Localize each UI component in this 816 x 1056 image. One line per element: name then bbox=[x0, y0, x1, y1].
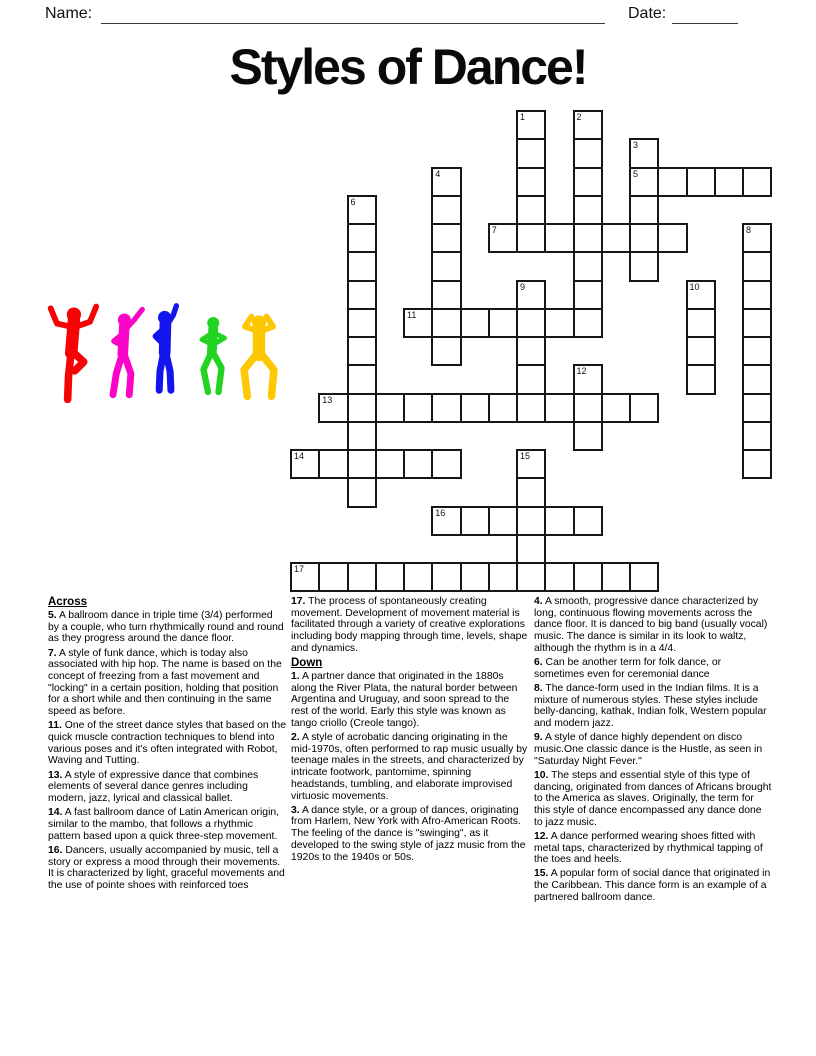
clue-number: 10. bbox=[534, 769, 549, 781]
blue-dancer-silhouette bbox=[142, 293, 192, 403]
grid-cell bbox=[403, 449, 433, 479]
grid-cell bbox=[516, 223, 546, 253]
grid-cell bbox=[431, 336, 461, 366]
grid-cell bbox=[742, 280, 772, 310]
clues-column-left bbox=[48, 596, 286, 894]
grid-cell bbox=[573, 421, 603, 451]
grid-cell bbox=[347, 195, 377, 225]
grid-cell bbox=[601, 393, 631, 423]
grid-cell bbox=[318, 449, 348, 479]
date-blank-line bbox=[672, 6, 738, 24]
cell-number: 2 bbox=[576, 112, 582, 122]
grid-cell bbox=[516, 138, 546, 168]
cell-number: 5 bbox=[633, 168, 639, 179]
grid-cell bbox=[742, 336, 772, 366]
grid-cell bbox=[488, 506, 518, 536]
grid-cell bbox=[657, 223, 687, 253]
grid-cell bbox=[516, 562, 546, 592]
grid-cell bbox=[629, 562, 659, 592]
clue-number: 7. bbox=[48, 647, 57, 659]
grid-cell bbox=[516, 364, 546, 394]
grid-cell bbox=[403, 393, 433, 423]
grid-cell bbox=[431, 195, 461, 225]
cell-number: 11 bbox=[407, 309, 417, 320]
grid-cell bbox=[544, 308, 574, 338]
grid-cell bbox=[686, 308, 716, 338]
grid-cell bbox=[516, 506, 546, 536]
grid-cell bbox=[742, 167, 772, 197]
grid-cell bbox=[686, 167, 716, 197]
grid-cell bbox=[290, 562, 320, 592]
grid-cell bbox=[742, 364, 772, 394]
grid-cell bbox=[347, 308, 377, 338]
grid-cell bbox=[460, 562, 490, 592]
grid-cell bbox=[318, 562, 348, 592]
grid-cell bbox=[347, 421, 377, 451]
grid-cell bbox=[516, 195, 546, 225]
grid-cell bbox=[516, 534, 546, 564]
clue-number: 1. bbox=[291, 671, 300, 683]
grid-cell bbox=[347, 364, 377, 394]
clues-column-right bbox=[534, 596, 772, 906]
grid-cell bbox=[516, 336, 546, 366]
grid-cell bbox=[573, 110, 603, 140]
date-label: Date: bbox=[628, 5, 667, 22]
grid-cell bbox=[347, 336, 377, 366]
grid-cell bbox=[431, 223, 461, 253]
cell-number: 15 bbox=[520, 451, 531, 461]
clue-number: 11. bbox=[48, 720, 62, 732]
clue: 12. A dance performed wearing shoes fitted with metal taps, characterized by rhythmical tapping of the toes and heels. bbox=[534, 830, 763, 866]
grid-cell bbox=[544, 562, 574, 592]
grid-cell bbox=[347, 477, 377, 507]
grid-cell bbox=[629, 251, 659, 281]
clue: 8. The dance-form used in the Indian films. It is a mixture of numerous styles. These styles include belly-dancing, kathak, Indian folk, Western popular and modern jazz. bbox=[534, 682, 767, 730]
grid-cell bbox=[347, 280, 377, 310]
grid-cell bbox=[347, 223, 377, 253]
grid-cell bbox=[629, 223, 659, 253]
grid-cell bbox=[742, 223, 772, 253]
grid-cell bbox=[431, 167, 461, 197]
grid-cell bbox=[375, 562, 405, 592]
grid-cell bbox=[544, 506, 574, 536]
grid-cell bbox=[488, 393, 518, 423]
grid-cell bbox=[686, 364, 716, 394]
grid-cell bbox=[516, 449, 546, 479]
grid-cell bbox=[629, 195, 659, 225]
grid-cell bbox=[573, 562, 603, 592]
clue-number: 15. bbox=[534, 868, 549, 880]
clue-number: 16. bbox=[48, 844, 63, 856]
clue-number: 3. bbox=[291, 804, 300, 816]
grid-cell bbox=[573, 393, 603, 423]
green-dancer-silhouette bbox=[190, 306, 238, 403]
grid-cell bbox=[629, 138, 659, 168]
grid-cell bbox=[431, 308, 461, 338]
grid-cell bbox=[573, 251, 603, 281]
cell-number: 14 bbox=[294, 451, 305, 461]
clue: 17. The process of spontaneously creating movement. Development of movement material is facilitated through a variety of creative explorations including body mapping through time, levels, shape and dynamics. bbox=[291, 596, 528, 654]
page-title: Styles of Dance! bbox=[229, 39, 587, 95]
grid-cell bbox=[460, 393, 490, 423]
grid-cell bbox=[686, 336, 716, 366]
clue: 1. A partner dance that originated in the 1880s along the River Plata, the natural border between Argentina and Uruguay, and soon spread to the rest of the world. Early this style was known as tango criollo (Creole tango). bbox=[291, 671, 518, 729]
clue-number: 9. bbox=[534, 732, 543, 744]
clue: 7. A style of funk dance, which is today also associated with hip hop. The name is based on the concept of freezing from a fast movement and "locking" in a certain position, holding that position for a short while and then continuing in the same speed as before. bbox=[48, 647, 282, 718]
grid-cell bbox=[431, 449, 461, 479]
grid-cell bbox=[516, 393, 546, 423]
grid-cell bbox=[516, 477, 546, 507]
grid-cell bbox=[686, 280, 716, 310]
grid-cell bbox=[347, 393, 377, 423]
clue-number: 17. bbox=[291, 596, 306, 607]
name-label: Name: bbox=[45, 5, 93, 22]
clue: 15. A popular form of social dance that originated in the Caribbean. This dance form is an example of a partnered ballroom dance. bbox=[534, 868, 771, 903]
red-dancer-silhouette bbox=[40, 303, 106, 403]
clue-number: 8. bbox=[534, 682, 543, 694]
grid-cell bbox=[657, 167, 687, 197]
grid-cell bbox=[488, 223, 518, 253]
grid-cell bbox=[573, 506, 603, 536]
grid-cell bbox=[573, 308, 603, 338]
crossword-grid bbox=[290, 110, 773, 593]
clues-section-header: Down bbox=[291, 657, 323, 670]
clue: 16. Dancers, usually accompanied by music, tell a story or express a mood through their movements. It is characterized by light, graceful movements and the use of pointe shoes with reinforced toes bbox=[48, 844, 285, 891]
clue: 13. A style of expressive dance that combines elements of several dance genres including modern, jazz, lyrical and classical ballet. bbox=[48, 769, 259, 805]
grid-cell bbox=[742, 421, 772, 451]
grid-cell bbox=[403, 308, 433, 338]
yellow-dancer-silhouette bbox=[232, 310, 286, 403]
clue: 14. A fast ballroom dance of Latin American origin, similar to the mambo, that follows a rhythmic pattern based upon a quick three-step movement. bbox=[48, 807, 280, 842]
clue: 10. The steps and essential style of this type of dancing, originated from dances of Africans brought to the America as slaves. Originally, the term for this style of dance encompassed any dance done to jazz music. bbox=[534, 769, 772, 828]
cell-number: 6 bbox=[350, 196, 356, 207]
grid-cell bbox=[573, 167, 603, 197]
clue-number: 6. bbox=[534, 657, 543, 669]
grid-cell bbox=[714, 167, 744, 197]
grid-cell bbox=[742, 251, 772, 281]
cell-number: 9 bbox=[520, 281, 526, 292]
clue: 9. A style of dance highly dependent on disco music.One classic dance is the Hustle, as seen in "Saturday Night Fever." bbox=[534, 732, 763, 767]
grid-cell bbox=[460, 506, 490, 536]
clue-number: 13. bbox=[48, 769, 63, 781]
clue-number: 14. bbox=[48, 807, 63, 819]
grid-cell bbox=[601, 562, 631, 592]
grid-cell bbox=[290, 449, 320, 479]
grid-cell bbox=[544, 393, 574, 423]
cell-number: 3 bbox=[633, 140, 639, 151]
clues-section-header: Across bbox=[48, 596, 87, 608]
cell-number: 12 bbox=[576, 366, 587, 377]
grid-cell bbox=[629, 167, 659, 197]
cell-number: 4 bbox=[435, 168, 441, 179]
cell-number: 17 bbox=[294, 564, 305, 574]
grid-cell bbox=[431, 506, 461, 536]
grid-cell bbox=[375, 449, 405, 479]
grid-cell bbox=[488, 562, 518, 592]
grid-cell bbox=[347, 562, 377, 592]
cell-number: 1 bbox=[520, 112, 526, 122]
grid-cell bbox=[516, 110, 546, 140]
clue: 2. A style of acrobatic dancing originating in the mid-1970s, often performed to rap music usually by teenage males in the streets, and characterized by intricate footwork, pantomime, spinning headstands, tumbling, and elaborate improvised virtuosic movements. bbox=[291, 732, 528, 802]
grid-cell bbox=[544, 223, 574, 253]
cell-number: 8 bbox=[746, 225, 752, 235]
grid-cell bbox=[742, 308, 772, 338]
cell-number: 13 bbox=[322, 394, 333, 405]
grid-cell bbox=[573, 280, 603, 310]
grid-cell bbox=[629, 393, 659, 423]
grid-cell bbox=[347, 251, 377, 281]
clue: 3. A dance style, or a group of dances, originating from Harlem, New York with Afro-American Roots. The feeling of the dance is "swinging", as it developed to the swing style of jazz music from the 1920s to the 1940s or 50s. bbox=[291, 804, 526, 863]
clue: 6. Can be another term for folk dance, or sometimes even for ceremonial dance bbox=[534, 657, 722, 680]
grid-cell bbox=[431, 280, 461, 310]
grid-cell bbox=[516, 308, 546, 338]
grid-cell bbox=[516, 167, 546, 197]
grid-cell bbox=[573, 223, 603, 253]
grid-cell bbox=[516, 280, 546, 310]
clues-column-middle bbox=[291, 596, 529, 866]
clue-number: 5. bbox=[48, 610, 57, 621]
grid-cell bbox=[742, 449, 772, 479]
grid-cell bbox=[431, 251, 461, 281]
grid-cell bbox=[403, 562, 433, 592]
name-blank-line bbox=[101, 6, 605, 24]
grid-cell bbox=[742, 393, 772, 423]
grid-cell bbox=[460, 308, 490, 338]
clue: 11. One of the street dance styles that based on the quick muscle contraction techniques to blend into various poses and it's often integrated with Robot, Waving and Tutting. bbox=[48, 720, 286, 767]
clue: 5. A ballroom dance in triple time (3/4) performed by a couple, who turn rhythmically round and round as they progress around the dance floor. bbox=[48, 610, 284, 645]
grid-cell bbox=[347, 449, 377, 479]
grid-cell bbox=[573, 138, 603, 168]
grid-cell bbox=[431, 562, 461, 592]
clue-number: 2. bbox=[291, 732, 300, 744]
cell-number: 10 bbox=[689, 281, 700, 292]
grid-cell bbox=[431, 393, 461, 423]
grid-cell bbox=[488, 308, 518, 338]
grid-cell bbox=[375, 393, 405, 423]
clue: 4. A smooth, progressive dance characterized by long, continuous flowing movements across the dance floor. It is danced to big band (usually vocal) music. The dance is similar in its look to waltz, although the rhythm is in a 4/4. bbox=[534, 596, 768, 654]
grid-cell bbox=[601, 223, 631, 253]
grid-cell bbox=[318, 393, 348, 423]
clue-number: 12. bbox=[534, 830, 549, 842]
cell-number: 16 bbox=[435, 507, 446, 518]
grid-cell bbox=[573, 195, 603, 225]
clue-number: 4. bbox=[534, 596, 543, 607]
cell-number: 7 bbox=[491, 225, 497, 235]
grid-cell bbox=[573, 364, 603, 394]
